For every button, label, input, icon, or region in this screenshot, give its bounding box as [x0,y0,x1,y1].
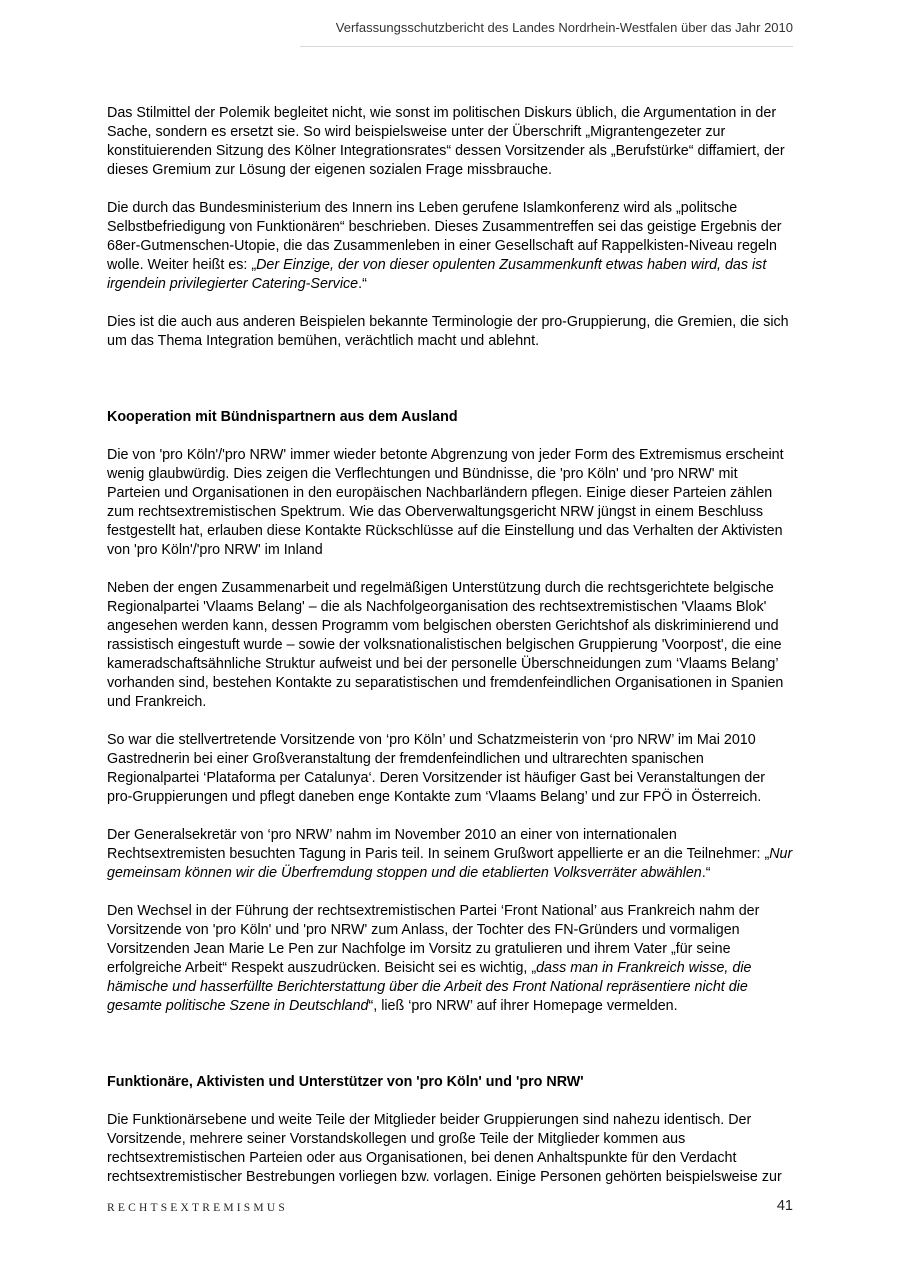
section-heading: Kooperation mit Bündnispartnern aus dem Ausland [107,409,458,425]
footer-section-label: RECHTSEXTREMISMUS [107,1202,288,1214]
paragraph-text: Der Generalsekretär von ‘pro NRW’ nahm im November 2010 an einer von internationalen Rechtsextremisten besuchten Tagung in Paris teil. In seinem Grußwort appellierte er an die Teilnehmer: „ [107,827,770,862]
paragraph: So war die stellvertretende Vorsitzende von ‘pro Köln’ und Schatzmeisterin von ‘pro NRW’ im Mai 2010 Gastrednerin bei einer Großveranstaltung der fremdenfeindlichen und ultrarechten spanischen Regionalpartei ‘Plataforma per Catalunya‘. Deren Vorsitzender ist häufiger Gast bei Veranstaltungen der pro-Gruppierungen und pflegt daneben enge Kontakte zum ‘Vlaams Belang’ und zur FPÖ in Österreich. [107,732,766,805]
paragraph: Die von 'pro Köln'/'pro NRW' immer wieder betonte Abgrenzung von jeder Form des Extremismus erscheint wenig glaubwürdig. Dies zeigen die Verflechtungen und Bündnisse, die 'pro Köln' und 'pro NRW' mit Parteien und Organisationen in den europäischen Nachbarländern pflegen. Einige dieser Parteien zählen zum rechtsextremistischen Spektrum. Wie das Oberverwaltungsgericht NRW jüngst in einem Beschluss festgestellt hat, erlauben diese Kontakte Rückschlüsse auf die Einstellung und das Verhalten der Aktivisten von 'pro Köln'/'pro NRW' im Inland [107,447,784,558]
paragraph-text: .“ [701,865,711,881]
paragraph [107,826,793,883]
page-body [107,104,793,1206]
paragraph: Neben der engen Zusammenarbeit und regelmäßigen Unterstützung durch die rechtsgerichtete belgische Regionalpartei 'Vlaams Belang' – die als Nachfolgeorganisation des rechtsextremistischen 'Vlaams Blok' angesehen werden kann, dessen Programm vom belgischen obersten Gerichtshof als diskriminierend und rassistisch eingestuft wurde – sowie der volksnationalistischen belgischen Gruppierung 'Voorpost', die eine kameradschaftsähnliche Struktur aufweist und bei der personelle Überschneidungen zum ‘Vlaams Belang’ vorhanden sind, bestehen Kontakte zu separatistischen und fremdenfeindlichen Organisationen in Spanien und Frankreich. [107,580,784,710]
paragraph [107,199,793,294]
paragraph-text: Den Wechsel in der Führung der rechtsextremistischen Partei ‘Front National’ aus Frankreich nahm der Vorsitzende von 'pro Köln' und 'pro NRW' zum Anlass, der Tochter des FN-Gründers und vormaligen Vorsitzenden Jean Marie Le Pen zur Nachfolge im Vorsitz zu gratulieren und ihrem Vater „für seine erfolgreiche Arbeit“ Respekt auszudrücken. Beisicht sei es wichtig, „ [107,903,760,976]
quote-text: Nur gemeinsam können wir die Überfremdung stoppen und die etablierten Volksverräter abwählen [107,846,793,881]
quote-text: dass man in Frankreich wisse, die hämische und hasserfüllte Berichterstattung über die Arbeit des Front National repräsentiere nicht die gesamte politische Szene in Deutschland [107,960,752,1014]
quote-text: Der Einzige, der von dieser opulenten Zusammenkunft etwas haben wird, das ist irgendein privilegierter Catering-Service [107,257,767,292]
paragraph: Dies ist die auch aus anderen Beispielen bekannte Terminologie der pro-Gruppierung, die Gremien, die sich um das Thema Integration bemühen, verächtlich macht und ablehnt. [107,314,789,349]
paragraph [107,902,793,1016]
paragraph: Die Funktionärsebene und weite Teile der Mitglieder beider Gruppierungen sind nahezu identisch. Der Vorsitzende, mehrere seiner Vorstandskollegen und große Teile der Mitglieder kommen aus rechtsextremistischen Parteien oder aus Organisationen, bei denen Anhaltspunkte für den Verdacht rechtsextremistischer Bestrebungen vorliegen bzw. vorlagen. Einige Personen gehörten beispielsweise zur [107,1112,782,1185]
paragraph-text: “, ließ ‘pro NRW’ auf ihrer Homepage vermelden. [368,998,678,1014]
header-divider [300,46,793,47]
paragraph-text: Die durch das Bundesministerium des Innern ins Leben gerufene Islamkonferenz wird als „politsche Selbstbefriedigung von Funktionären“ beschrieben. Dieses Zusammentreffen sei das geistige Ergebnis der 68er-Gutmenschen-Utopie, die das Zusammenleben in einer Gesellschaft auf Rappelkisten-Niveau regeln wolle. Weiter heißt es: „ [107,200,782,273]
page-number: 41 [776,1198,793,1214]
section-spacer [107,370,793,408]
running-header: Verfassungsschutzbericht des Landes Nordrhein-Westfalen über das Jahr 2010 [335,20,793,35]
paragraph: Das Stilmittel der Polemik begleitet nicht, wie sonst im politischen Diskurs üblich, die Argumentation in der Sache, sondern es ersetzt sie. So wird beispielsweise unter der Überschrift „Migrantengezeter zur konstituierenden Sitzung des Kölner Integrationsrates“ dessen Vorsitzender als „Berufstürke“ diffamiert, der dieses Gremium zur Lösung der eigenen sozialen Frage missbrauche. [107,105,785,178]
section-heading: Funktionäre, Aktivisten und Unterstützer von 'pro Köln' und 'pro NRW' [107,1074,584,1090]
paragraph-text: .“ [358,276,367,292]
section-spacer [107,1035,793,1073]
